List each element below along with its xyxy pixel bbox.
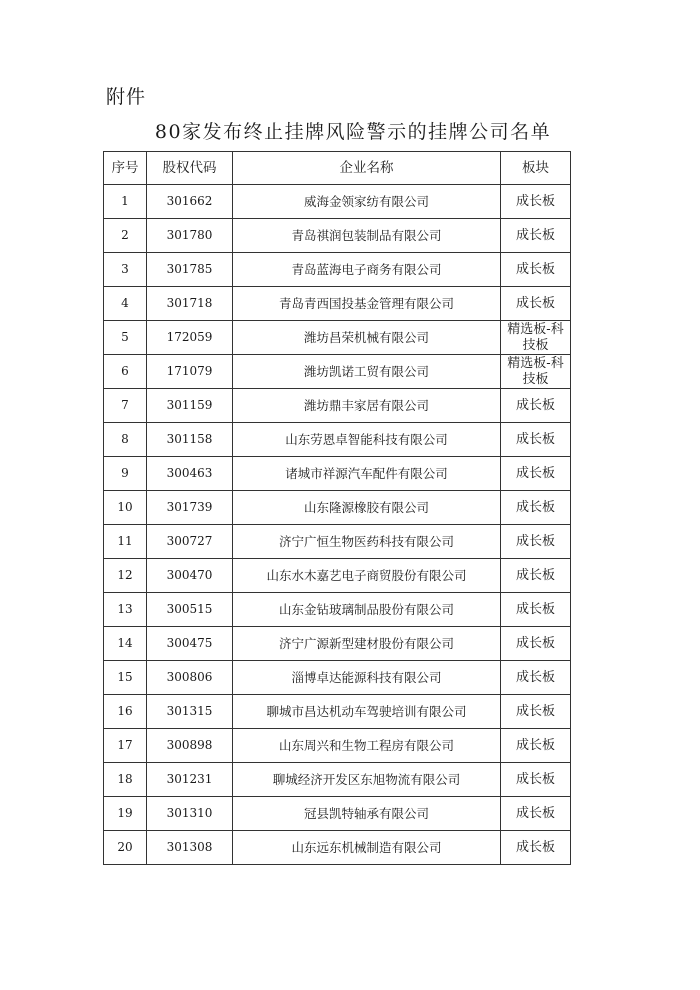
cell-code: 301308: [147, 831, 233, 865]
cell-code: 301158: [147, 423, 233, 457]
cell-board: 成长板: [501, 763, 571, 797]
cell-code: 301159: [147, 389, 233, 423]
cell-no: 17: [104, 729, 147, 763]
cell-code: 300475: [147, 627, 233, 661]
table-row: [104, 729, 571, 763]
cell-no: 11: [104, 525, 147, 559]
cell-no: 7: [104, 389, 147, 423]
attachment-label: 附件: [106, 86, 147, 108]
cell-board: 成长板: [501, 185, 571, 219]
cell-company-name: 聊城市昌达机动车驾驶培训有限公司: [233, 695, 501, 729]
cell-company-name: 青岛祺润包装制品有限公司: [233, 219, 501, 253]
table-row: [104, 185, 571, 219]
cell-code: 301780: [147, 219, 233, 253]
cell-no: 3: [104, 253, 147, 287]
table-row: [104, 797, 571, 831]
cell-code: 301231: [147, 763, 233, 797]
cell-code: 300515: [147, 593, 233, 627]
table-header-row: [104, 152, 571, 185]
cell-code: 301718: [147, 287, 233, 321]
header-no: 序号: [104, 152, 147, 185]
cell-company-name: 潍坊凯诺工贸有限公司: [233, 355, 501, 389]
document-title: 80家发布终止挂牌风险警示的挂牌公司名单: [154, 121, 552, 143]
cell-company-name: 青岛蓝海电子商务有限公司: [233, 253, 501, 287]
company-table: [103, 151, 571, 865]
table-body: [104, 185, 571, 865]
cell-board: 成长板: [501, 389, 571, 423]
table-row: [104, 559, 571, 593]
header-code: 股权代码: [147, 152, 233, 185]
table-row: [104, 627, 571, 661]
header-name: 企业名称: [233, 152, 501, 185]
table-row: [104, 457, 571, 491]
cell-no: 19: [104, 797, 147, 831]
cell-board: 成长板: [501, 797, 571, 831]
cell-no: 13: [104, 593, 147, 627]
cell-no: 8: [104, 423, 147, 457]
cell-company-name: 威海金领家纺有限公司: [233, 185, 501, 219]
cell-code: 301315: [147, 695, 233, 729]
cell-board: 成长板: [501, 661, 571, 695]
cell-no: 4: [104, 287, 147, 321]
cell-code: 300898: [147, 729, 233, 763]
table-row: [104, 321, 571, 355]
cell-company-name: 济宁广源新型建材股份有限公司: [233, 627, 501, 661]
cell-no: 15: [104, 661, 147, 695]
cell-company-name: 潍坊昌荣机械有限公司: [233, 321, 501, 355]
cell-company-name: 青岛青西国投基金管理有限公司: [233, 287, 501, 321]
table-row: [104, 389, 571, 423]
cell-board: 成长板: [501, 287, 571, 321]
cell-code: 301310: [147, 797, 233, 831]
cell-code: 172059: [147, 321, 233, 355]
table-row: [104, 695, 571, 729]
table-row: [104, 219, 571, 253]
cell-code: 300470: [147, 559, 233, 593]
cell-company-name: 济宁广恒生物医药科技有限公司: [233, 525, 501, 559]
cell-company-name: 山东劳恩卓智能科技有限公司: [233, 423, 501, 457]
table-row: [104, 423, 571, 457]
cell-company-name: 山东金钻玻璃制品股份有限公司: [233, 593, 501, 627]
cell-company-name: 冠县凯特轴承有限公司: [233, 797, 501, 831]
cell-company-name: 淄博卓达能源科技有限公司: [233, 661, 501, 695]
table-row: [104, 355, 571, 389]
cell-board: 成长板: [501, 253, 571, 287]
cell-no: 20: [104, 831, 147, 865]
cell-no: 10: [104, 491, 147, 525]
cell-board: 成长板: [501, 559, 571, 593]
cell-company-name: 山东隆源橡胶有限公司: [233, 491, 501, 525]
cell-no: 5: [104, 321, 147, 355]
table-row: [104, 661, 571, 695]
cell-code: 301785: [147, 253, 233, 287]
cell-board: 成长板: [501, 491, 571, 525]
cell-company-name: 潍坊鼎丰家居有限公司: [233, 389, 501, 423]
cell-board: 成长板: [501, 831, 571, 865]
cell-board: 成长板: [501, 729, 571, 763]
table-row: [104, 763, 571, 797]
table-row: [104, 525, 571, 559]
table-row: [104, 831, 571, 865]
cell-no: 14: [104, 627, 147, 661]
header-board: 板块: [501, 152, 571, 185]
cell-code: 301739: [147, 491, 233, 525]
table-row: [104, 253, 571, 287]
cell-board: 成长板: [501, 695, 571, 729]
cell-no: 2: [104, 219, 147, 253]
cell-code: 301662: [147, 185, 233, 219]
cell-code: 171079: [147, 355, 233, 389]
cell-company-name: 山东周兴和生物工程房有限公司: [233, 729, 501, 763]
cell-board: 成长板: [501, 457, 571, 491]
cell-no: 16: [104, 695, 147, 729]
cell-board: 成长板: [501, 525, 571, 559]
cell-company-name: 山东水木嘉艺电子商贸股份有限公司: [233, 559, 501, 593]
cell-code: 300463: [147, 457, 233, 491]
cell-board: 精选板-科技板: [501, 355, 571, 389]
cell-company-name: 诸城市祥源汽车配件有限公司: [233, 457, 501, 491]
cell-board: 成长板: [501, 593, 571, 627]
cell-board: 成长板: [501, 219, 571, 253]
cell-no: 9: [104, 457, 147, 491]
cell-code: 300806: [147, 661, 233, 695]
cell-no: 1: [104, 185, 147, 219]
table-row: [104, 593, 571, 627]
cell-board: 成长板: [501, 423, 571, 457]
table-row: [104, 491, 571, 525]
cell-code: 300727: [147, 525, 233, 559]
cell-board: 成长板: [501, 627, 571, 661]
cell-no: 12: [104, 559, 147, 593]
cell-company-name: 聊城经济开发区东旭物流有限公司: [233, 763, 501, 797]
cell-no: 18: [104, 763, 147, 797]
table-row: [104, 287, 571, 321]
cell-board: 精选板-科技板: [501, 321, 571, 355]
cell-company-name: 山东远东机械制造有限公司: [233, 831, 501, 865]
cell-no: 6: [104, 355, 147, 389]
